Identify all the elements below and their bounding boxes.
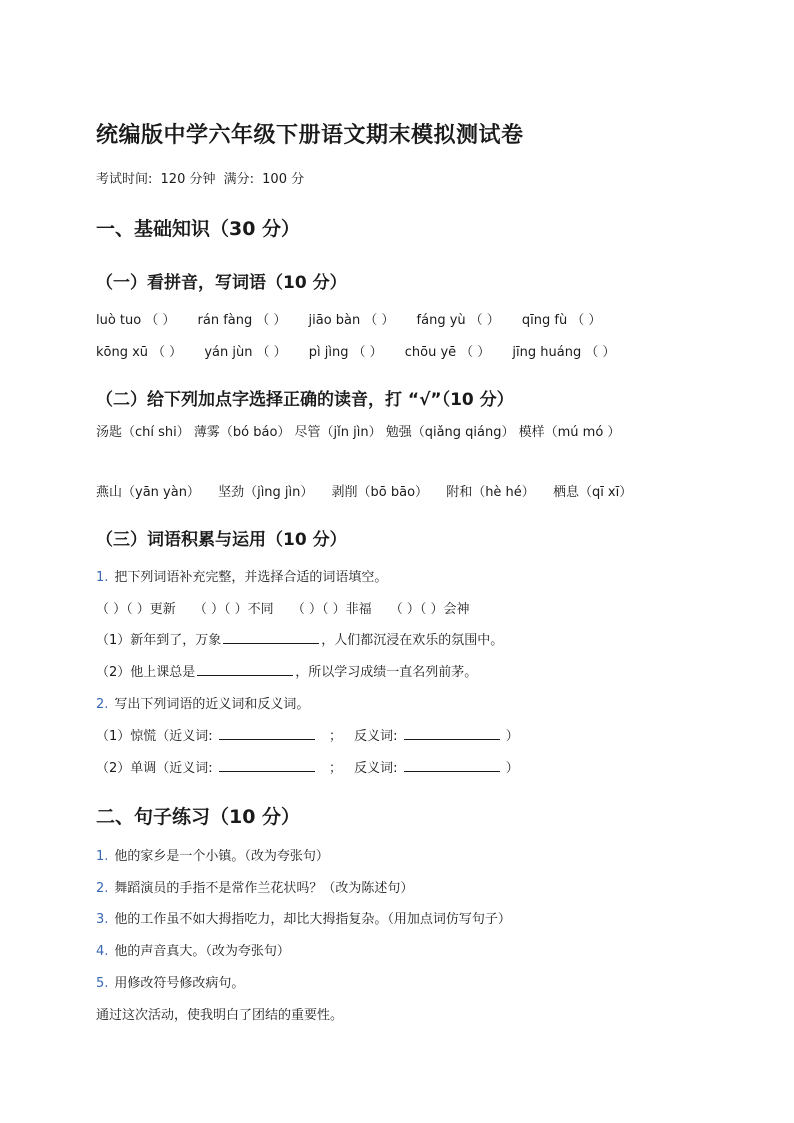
pinyin-item: jīng huáng （ ） — [512, 345, 616, 360]
antonym-blank[interactable] — [404, 727, 500, 740]
pinyin-item: chōu yē （ ） — [404, 345, 491, 360]
pinyin-item: rán fàng （ ） — [197, 313, 287, 328]
sentence-item: 2. 舞蹈演员的手指不是常作兰花状吗？（改为陈述句） — [96, 881, 414, 896]
section1-heading: 一、基础知识（30 分） — [96, 218, 301, 240]
reading-item: 附和（hè hé） — [446, 485, 535, 500]
question-number: 2. — [96, 697, 109, 712]
antonym-blank[interactable] — [404, 759, 500, 772]
synonym-blank[interactable] — [219, 759, 315, 772]
synonym-row-1: （1）惊慌（近义词: ； 反义词: ） — [96, 729, 519, 744]
pinyin-row-2 — [96, 341, 698, 360]
pinyin-row-1 — [96, 309, 698, 328]
sub-question-2: （2）他上课总是 ，所以学习成绩一直名列前茅。 — [96, 665, 478, 680]
part1-heading: （一）看拼音，写词语（10 分） — [96, 273, 347, 293]
fill-group: （ ）（ ）会神 — [389, 602, 470, 617]
sentence-item: 4. 他的声音真大。（改为夸张句） — [96, 944, 290, 959]
fill-group: （ ）（ ）更新 — [96, 602, 176, 617]
fill-words-row — [96, 598, 698, 617]
reading-row-2 — [96, 481, 698, 500]
faulty-sentence: 通过这次活动，使我明白了团结的重要性。 — [96, 1008, 344, 1023]
reading-item: 燕山（yān yàn） — [96, 485, 200, 500]
question-number: 1. — [96, 570, 109, 585]
question-text: 把下列词语补充完整，并选择合适的词语填空。 — [114, 570, 388, 585]
sentence-item: 3. 他的工作虽不如大拇指吃力，却比大拇指复杂。（用加点词仿写句子） — [96, 912, 511, 927]
synonym-row-2: （2）单调（近义词: ； 反义词: ） — [96, 761, 519, 776]
score-label: 满分: — [223, 172, 255, 187]
reading-item: 栖息（qī xī） — [552, 485, 633, 500]
fill-group: （ ）（ ）不同 — [193, 602, 274, 617]
answer-blank[interactable] — [197, 663, 293, 676]
reading-row-1: 汤匙（chí shi） 薄雾（bó báo） 尽管（jǐn jìn） 勉强（qiǎng qiáng） 模样（mú mó ） — [96, 425, 621, 440]
score-value: 100 分 — [262, 172, 305, 187]
answer-blank[interactable] — [223, 631, 319, 644]
sentence-item: 5. 用修改符号修改病句。 — [96, 976, 245, 991]
sub-question-1: （1）新年到了，万象 ，人们都沉浸在欢乐的氛围中。 — [96, 633, 504, 648]
sentence-item: 1. 他的家乡是一个小镇。（改为夸张句） — [96, 849, 329, 864]
pinyin-item: pì jìng （ ） — [308, 345, 383, 360]
pinyin-item: fáng yù （ ） — [416, 313, 500, 328]
pinyin-item: luò tuo （ ） — [96, 313, 176, 328]
synonym-blank[interactable] — [219, 727, 315, 740]
section2-heading: 二、句子练习（10 分） — [96, 806, 301, 828]
time-label: 考试时间: — [96, 172, 153, 187]
question-1 — [96, 566, 698, 585]
question-text: 写出下列词语的近义词和反义词。 — [114, 697, 310, 712]
part3-heading: （三）词语积累与运用（10 分） — [96, 530, 347, 550]
pinyin-item: kōng xū （ ） — [96, 345, 183, 360]
pinyin-item: yán jùn （ ） — [204, 345, 287, 360]
part2-heading: （二）给下列加点字选择正确的读音，打 “√”（10 分） — [96, 390, 514, 410]
question-2 — [96, 693, 698, 712]
time-value: 120 分钟 — [160, 172, 216, 187]
page-title: 统编版中学六年级下册语文期末模拟测试卷 — [96, 123, 524, 148]
fill-group: （ ）（ ）非福 — [291, 602, 372, 617]
pinyin-item: qīng fù （ ） — [521, 313, 602, 328]
exam-info — [96, 168, 304, 187]
reading-item: 剥削（bō bāo） — [331, 485, 429, 500]
pinyin-item: jiāo bàn （ ） — [308, 313, 395, 328]
reading-item: 坚劲（jìng jìn） — [218, 485, 314, 500]
